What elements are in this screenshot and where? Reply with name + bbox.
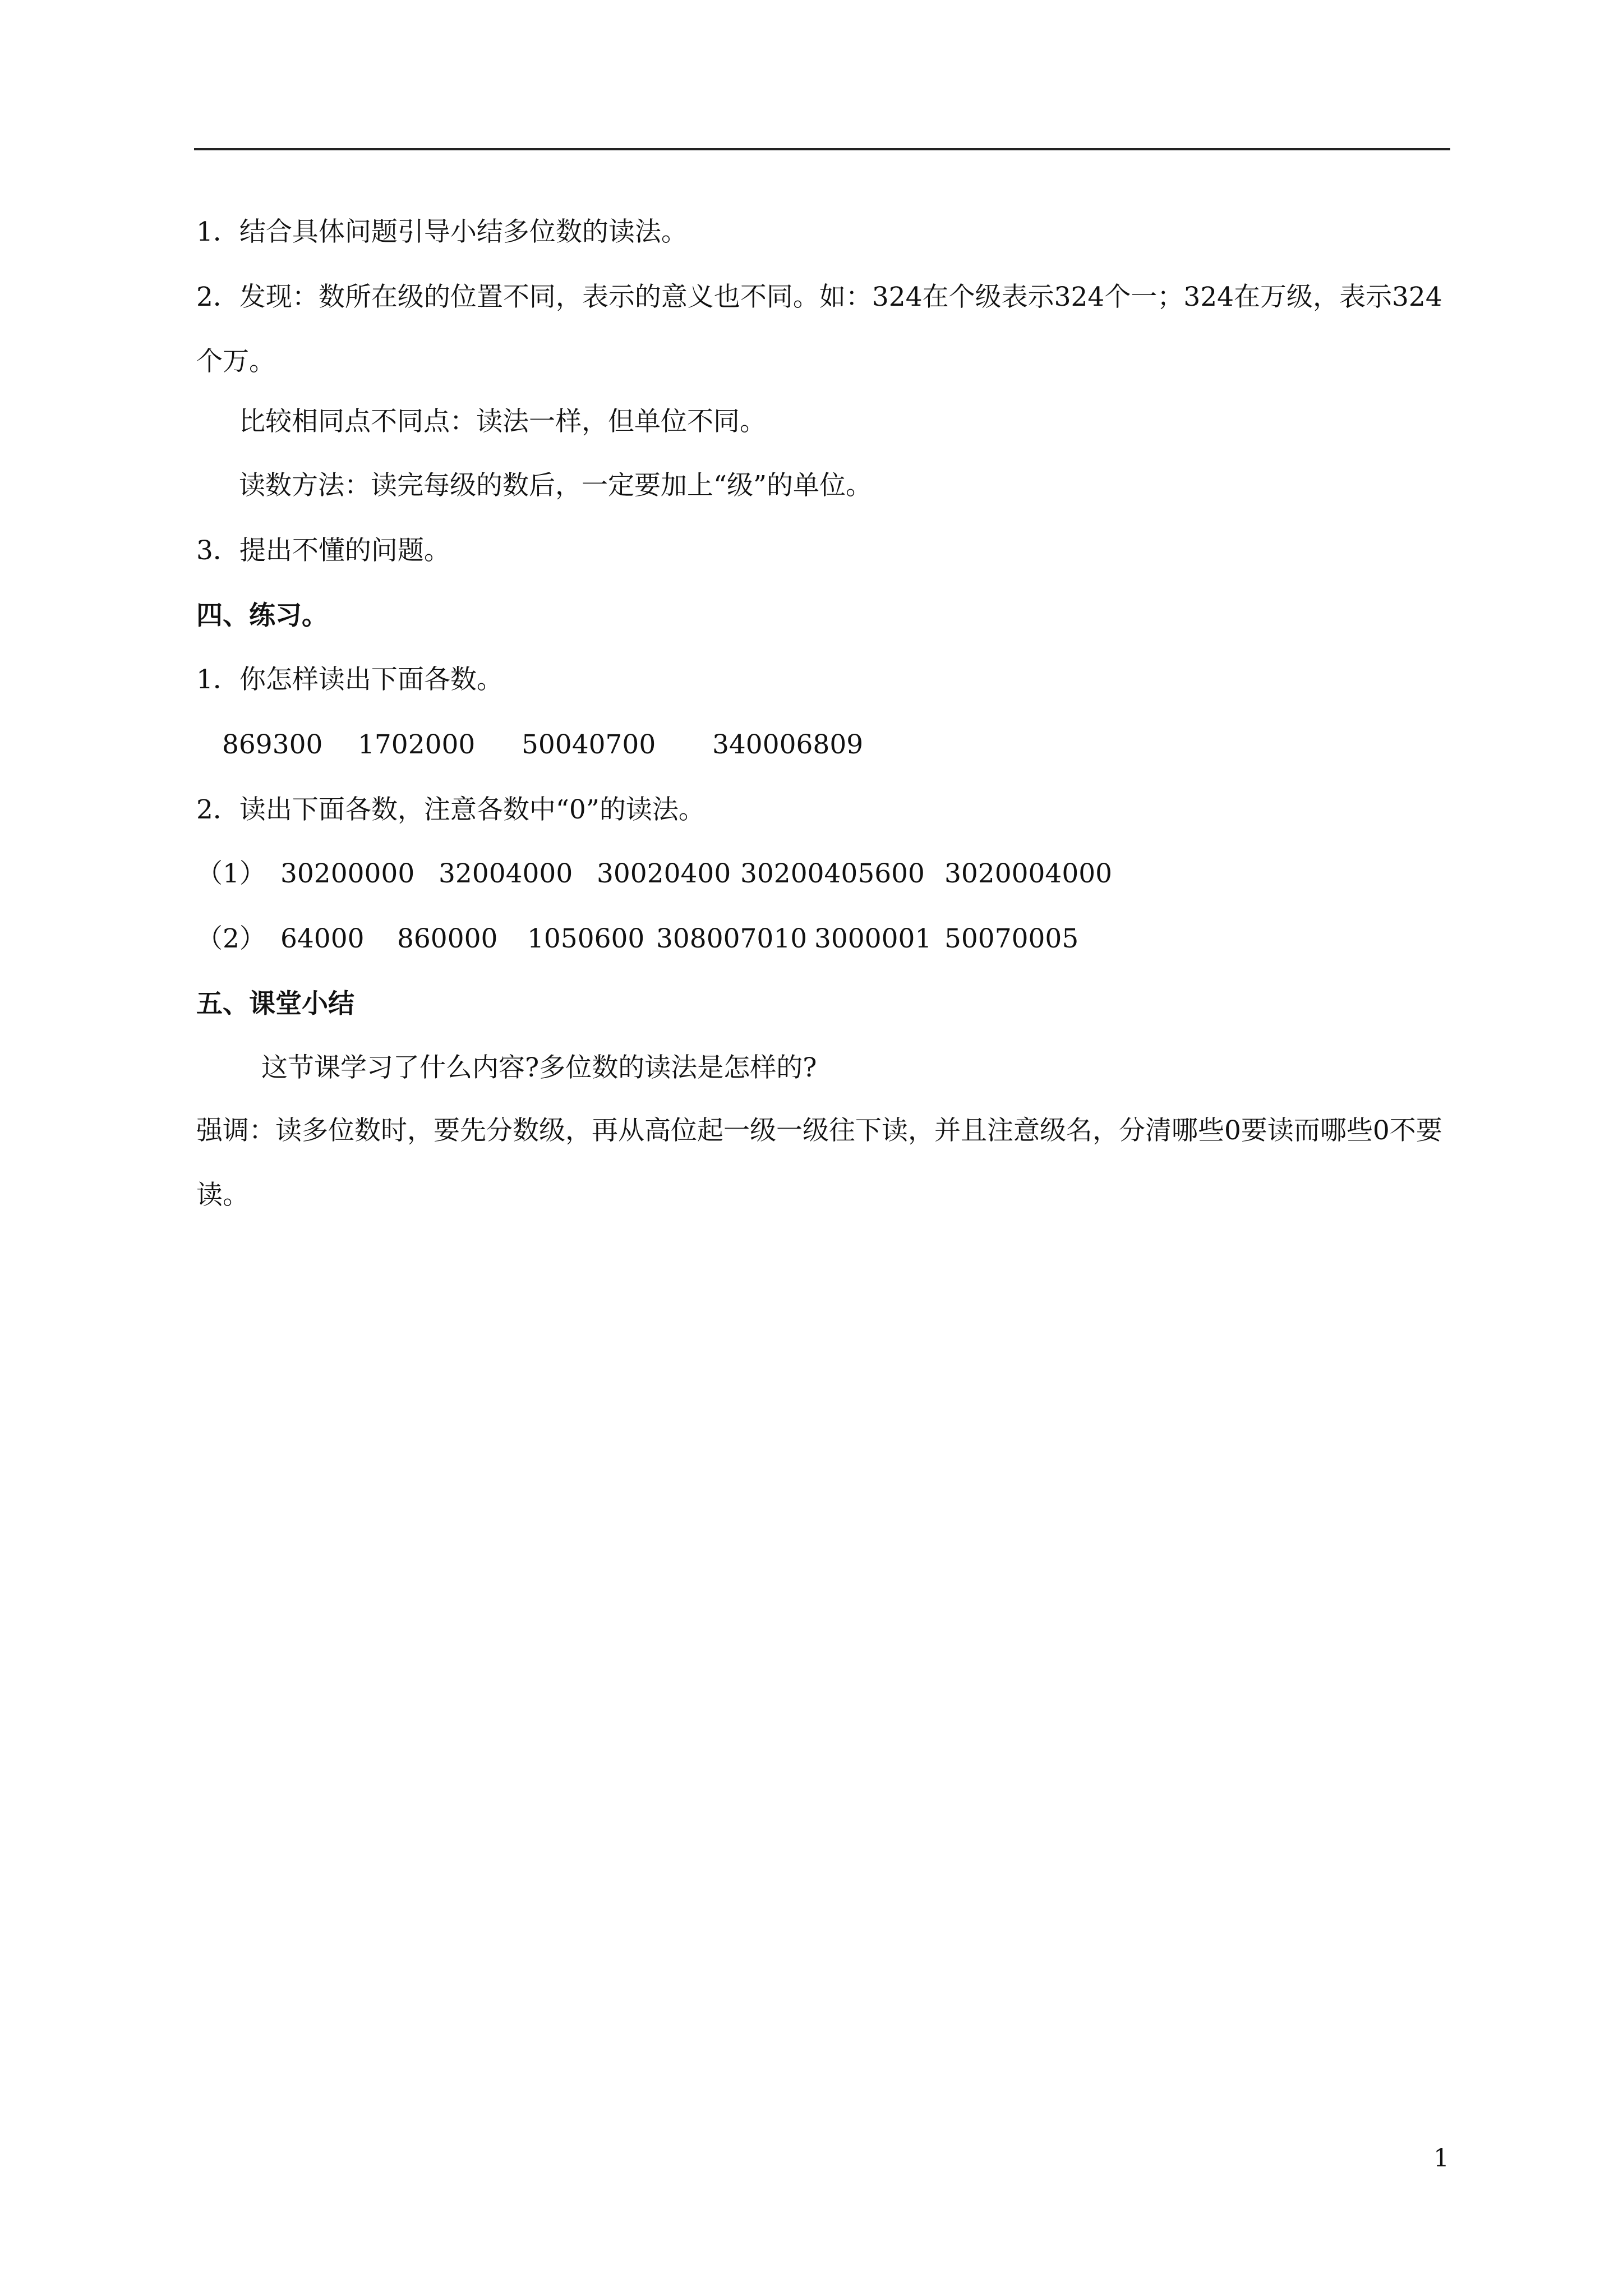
exercise-1-numbers <box>222 728 863 762</box>
paragraph-3: 比较相同点不同点：读法一样，但单位不同。 <box>239 406 766 437</box>
number-item: 3020004000 <box>944 858 1113 889</box>
paragraph-4: 读数方法：读完每级的数后，一定要加上“级”的单位。 <box>239 470 873 501</box>
page-number: 1 <box>1433 2144 1449 2173</box>
number-item: 50070005 <box>944 923 1079 954</box>
paragraph-2: 2．发现：数所在级的位置不同，表示的意义也不同。如：324在个级表示324个一；324在万级，表示324个万。 <box>196 282 1442 377</box>
exercise-1-title: 1．你怎样读出下面各数。 <box>196 664 503 695</box>
summary-emphasis: 强调：读多位数时，要先分数级，再从高位起一级一级往下读，并且注意级名，分清哪些0要读而哪些0不要读。 <box>196 1115 1442 1211</box>
number-item: 1702000 <box>358 729 476 760</box>
number-item: 340006809 <box>712 729 864 760</box>
exercise-2-row-1 <box>196 857 1112 891</box>
number-item: 1050600 <box>527 923 645 954</box>
number-item: 30200405600 <box>740 858 925 889</box>
exercise-2-title: 2．读出下面各数，注意各数中“0”的读法。 <box>196 794 705 825</box>
paragraph-1: 1．结合具体问题引导小结多位数的读法。 <box>196 217 688 247</box>
section-heading-4: 四、练习。 <box>196 600 328 631</box>
number-item: 30020400 <box>597 858 731 889</box>
number-item: 3000001 <box>814 923 932 954</box>
header-rule <box>194 148 1450 150</box>
number-item: 30200000 <box>280 858 415 889</box>
row-label: （1） <box>196 858 266 889</box>
number-item: 32004000 <box>439 858 573 889</box>
exercise-2-row-2 <box>196 922 1078 956</box>
number-item: 869300 <box>222 729 323 760</box>
number-item: 50040700 <box>522 729 656 760</box>
paragraph-5: 3．提出不懂的问题。 <box>196 535 450 566</box>
row-label: （2） <box>196 923 266 954</box>
number-item: 64000 <box>280 923 365 954</box>
number-item: 860000 <box>397 923 498 954</box>
number-item: 308007010 <box>656 923 808 954</box>
summary-question: 这节课学习了什么内容?多位数的读法是怎样的? <box>261 1052 817 1083</box>
section-heading-5: 五、课堂小结 <box>196 988 354 1019</box>
